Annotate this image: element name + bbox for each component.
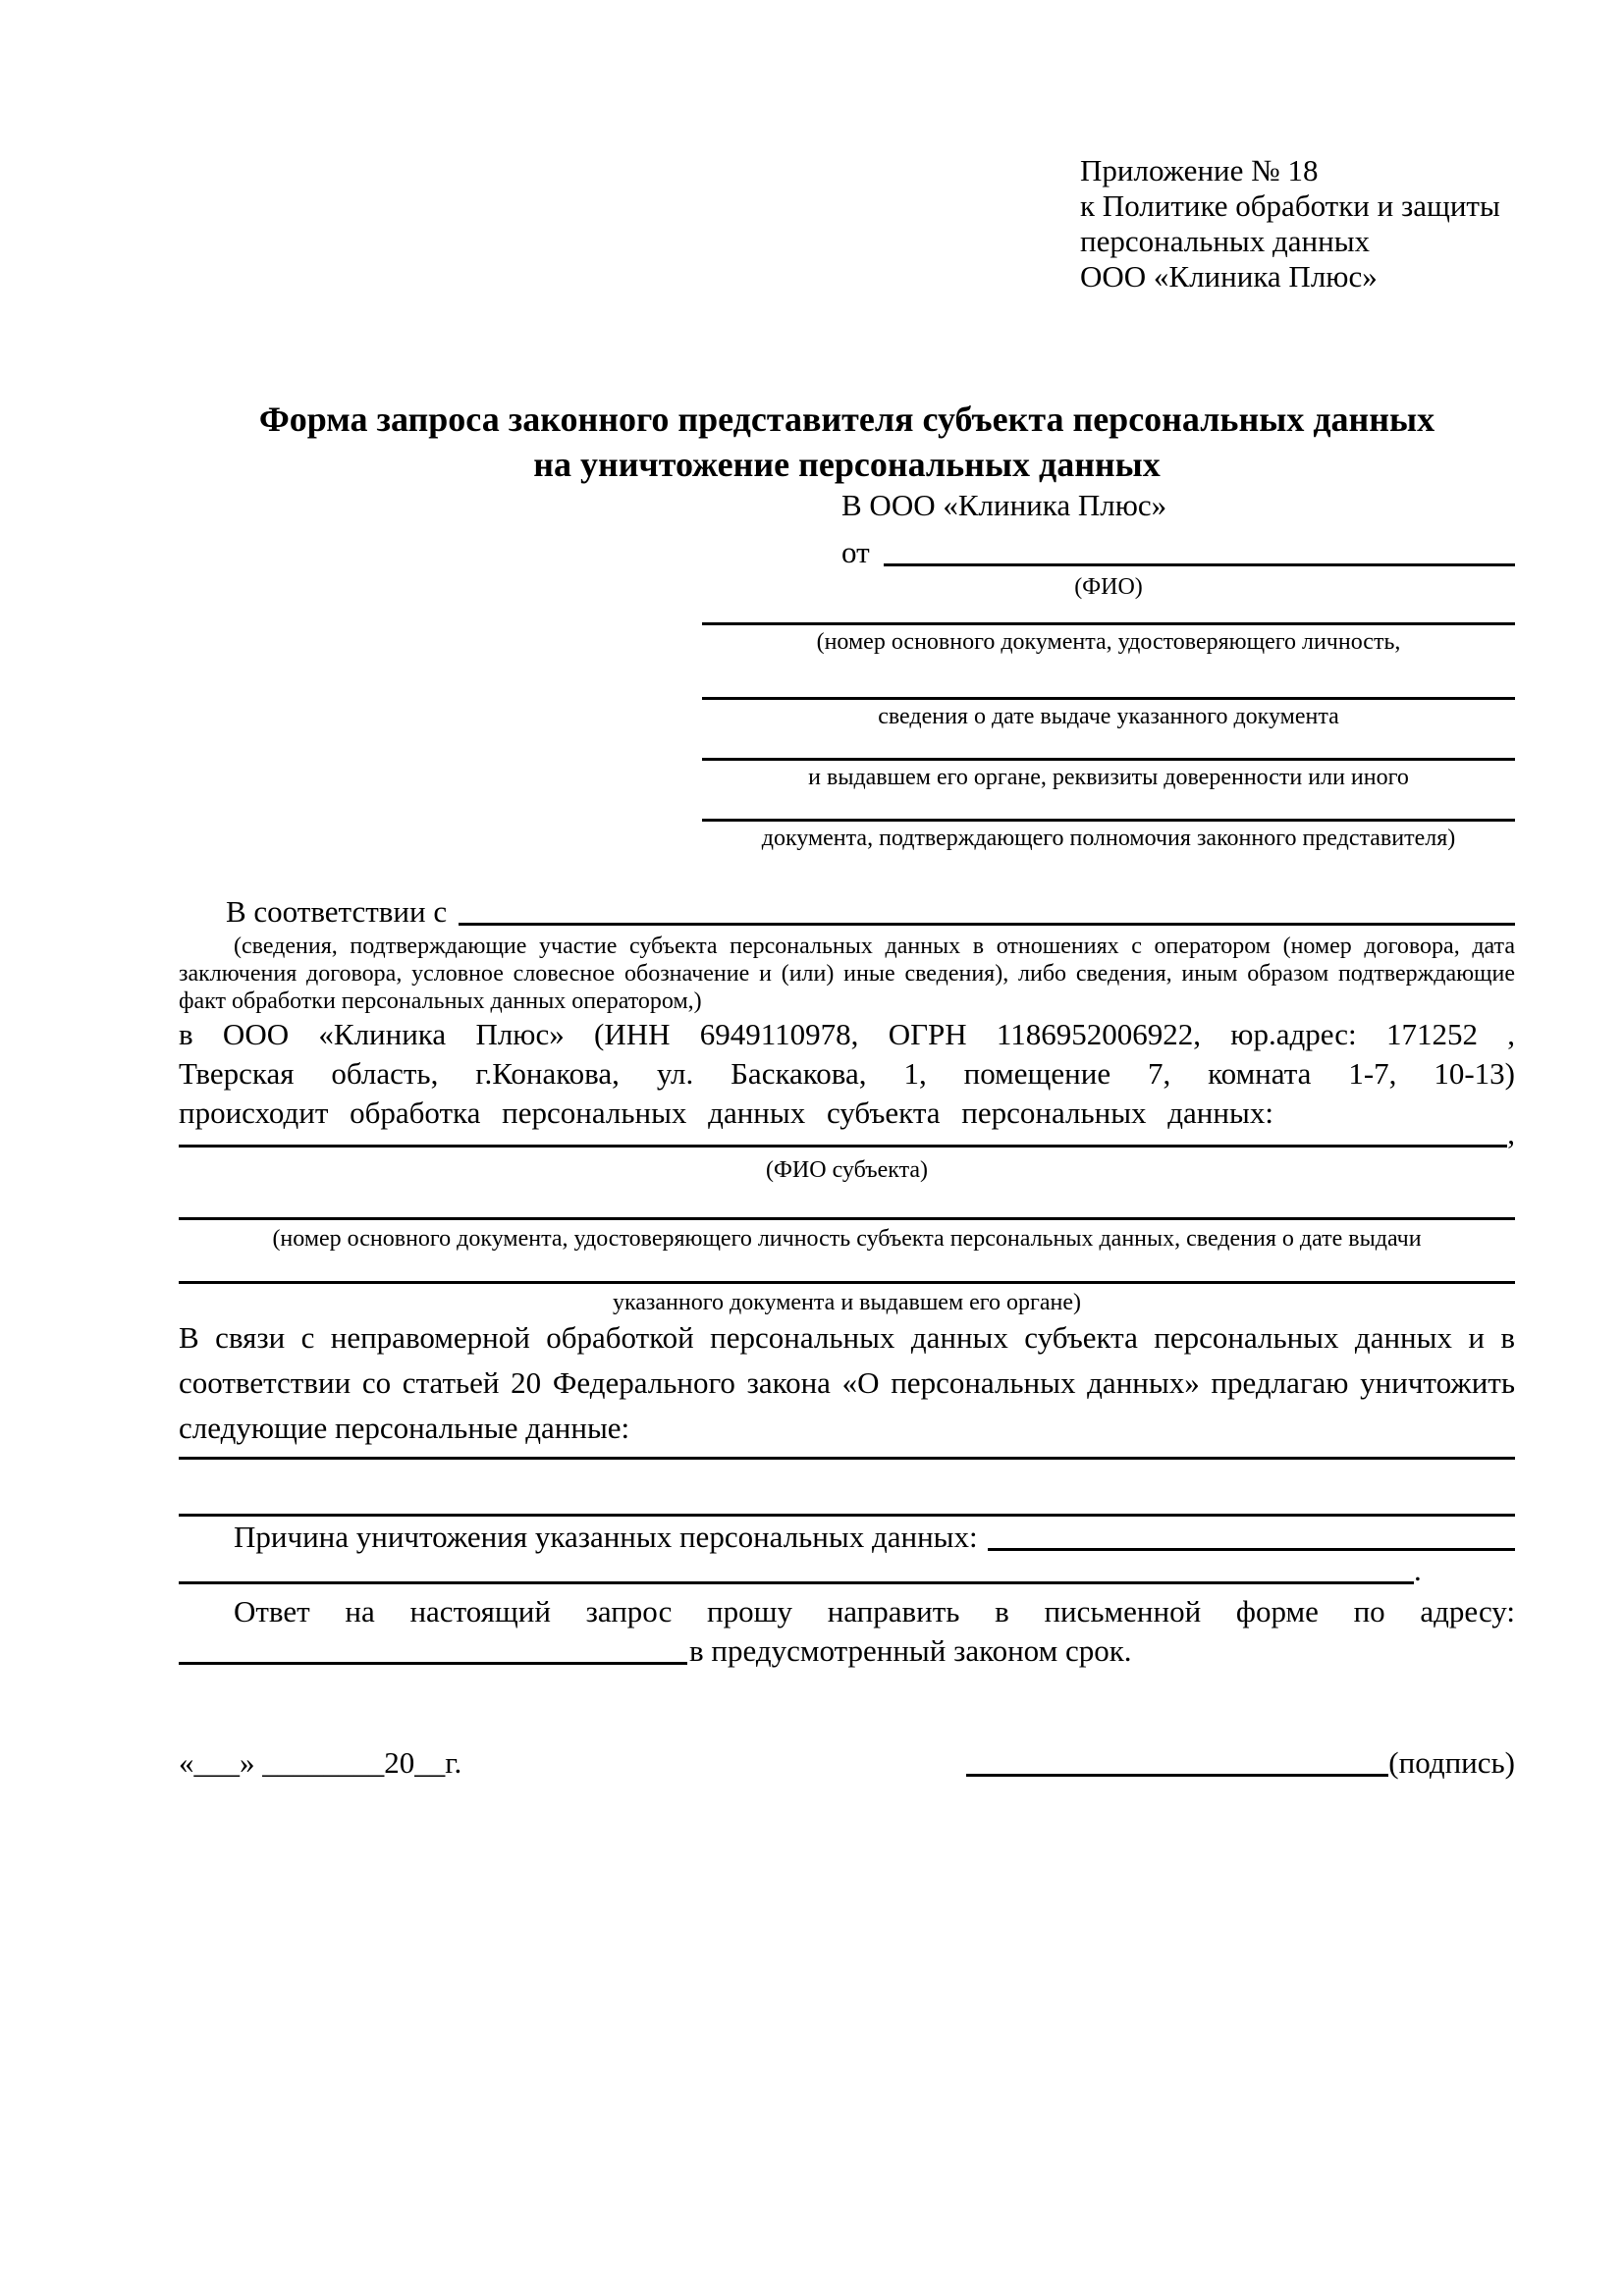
reason-field-line[interactable] — [988, 1548, 1515, 1551]
representative-issue-date-field-line[interactable] — [702, 655, 1515, 700]
response-tail: в предусмотренный законом срок. — [689, 1633, 1132, 1668]
appendix-note — [1080, 153, 1551, 294]
representative-fio-field-line[interactable] — [884, 563, 1515, 566]
signature-field-line[interactable] — [966, 1774, 1388, 1777]
appendix-note-line: к Политике обработки и защиты — [1080, 188, 1500, 223]
accordance-label: В соответствии с — [226, 894, 448, 929]
subject-document-field-line-2[interactable] — [179, 1252, 1515, 1284]
reason-continuation-row — [179, 1553, 1515, 1588]
operator-processing-paragraph: в ООО «Клиника Плюс» (ИНН 6949110978, ОГРН 1186952006922, юр.адрес: 171252 , Тверская область, г.Конакова, ул. Баскакова, 1, помещение 7, комната 1-7, 10-13) происходит обработка персональных данных субъекта персональных данных: — [179, 1017, 1515, 1130]
participation-note: (сведения, подтверждающие участие субъекта персональных данных в отношениях с оператором (номер договора, дата заключения договора, условное словесное обозначение и (или) иные сведения), либо сведения, иным образом подтверждающие факт обработки персональных данных оператором,) — [179, 934, 1515, 1014]
address-field-line[interactable] — [179, 1662, 687, 1665]
subject-fio-caption: (ФИО субъекта) — [765, 1157, 929, 1183]
accordance-field-line[interactable] — [459, 923, 1515, 926]
from-label: от — [841, 535, 870, 569]
subject-document-field-line[interactable] — [179, 1183, 1515, 1220]
document-number-caption: (номер основного документа, удостоверяющего личность, — [816, 629, 1401, 655]
subject-block — [179, 1116, 1515, 1315]
subject-document-caption: (номер основного документа, удостоверяющего личность субъекта персональных данных, сведения о дате выдачи — [272, 1226, 1422, 1252]
form-title — [179, 397, 1515, 487]
representative-power-field-line[interactable] — [702, 790, 1515, 822]
reason-row — [179, 1520, 1515, 1555]
signature-group — [966, 1745, 1515, 1781]
subject-fio-field-line[interactable] — [179, 1145, 1507, 1148]
date-line: «___» ________20__г. — [179, 1745, 462, 1780]
from-row — [841, 523, 1515, 570]
response-request-paragraph: Ответ на настоящий запрос прошу направить в письменной форме по адресу: — [234, 1594, 1515, 1629]
reason-field-line-2[interactable] — [179, 1581, 1414, 1584]
signature-row — [179, 1739, 1515, 1781]
reason-label: Причина уничтожения указанных персональных данных: — [234, 1520, 978, 1554]
subject-fio-row — [179, 1116, 1515, 1151]
representative-document-field-line[interactable] — [702, 600, 1515, 625]
issue-date-caption: сведения о дате выдаче указанного документа — [878, 704, 1339, 729]
response-address-row — [179, 1635, 1515, 1669]
signature-caption: (подпись) — [1388, 1745, 1515, 1780]
destruction-demand-paragraph: В связи с неправомерной обработкой персональных данных субъекта персональных данных и в соответствии со статьей 20 Федерального закона «О персональных данных» предлагаю уничтожить следующие персональные данные: — [179, 1320, 1515, 1445]
appendix-note-line: ООО «Клиника Плюс» — [1080, 259, 1378, 294]
representative-authority-field-line[interactable] — [702, 729, 1515, 761]
representative-authority-caption: документа, подтверждающего полномочия законного представителя) — [761, 826, 1456, 851]
fio-caption: (ФИО) — [1074, 574, 1143, 600]
sentence-period: . — [1414, 1553, 1422, 1587]
issuing-authority-caption: и выдавшем его органе, реквизиты доверенности или иного — [808, 765, 1409, 790]
addressee-organization: В ООО «Клиника Плюс» — [841, 488, 1167, 522]
personal-data-field-line-1[interactable] — [179, 1457, 1515, 1460]
subject-issuing-authority-caption: указанного документа и выдавшем его органе) — [612, 1290, 1082, 1315]
form-title-line-2: на уничтожение персональных данных — [533, 445, 1161, 484]
form-title-line-1: Форма запроса законного представителя субъекта персональных данных — [258, 400, 1435, 439]
appendix-note-line: персональных данных — [1080, 224, 1371, 258]
addressee-block — [702, 488, 1515, 851]
personal-data-field-line-2[interactable] — [179, 1514, 1515, 1517]
appendix-note-line: Приложение № 18 — [1080, 153, 1319, 187]
trailing-comma: , — [1507, 1116, 1515, 1150]
accordance-row — [179, 886, 1515, 930]
